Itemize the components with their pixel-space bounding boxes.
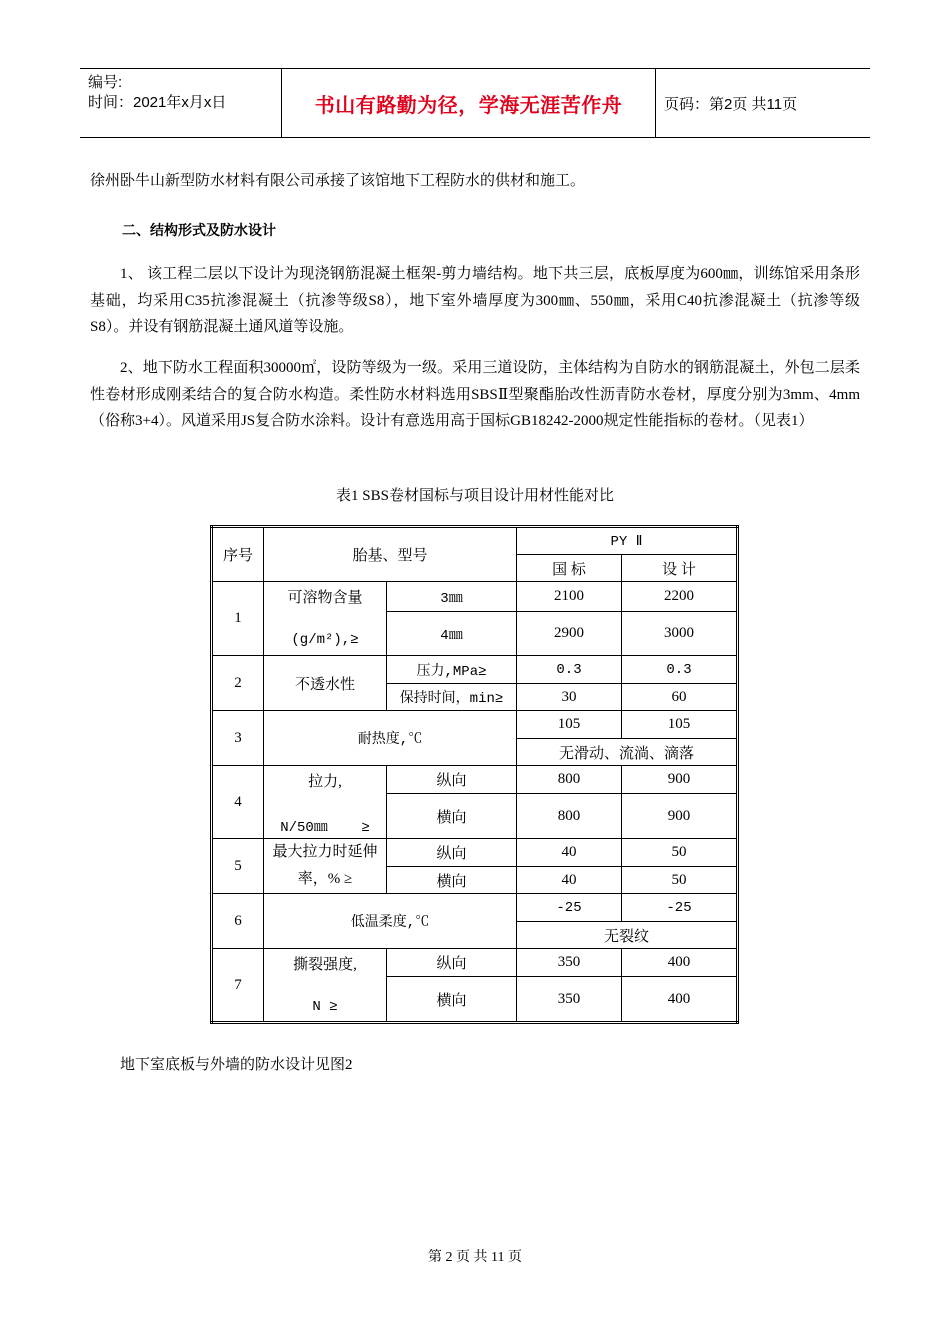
header-design: 设 计 <box>622 555 738 582</box>
cell-design: 3000 <box>622 612 738 656</box>
row-name-bottom: N ≥ <box>312 999 338 1015</box>
row-sub: 纵向 <box>387 839 517 867</box>
cell-design: 60 <box>622 684 738 711</box>
cell-national: 350 <box>517 977 622 1023</box>
row-sub: 纵向 <box>387 766 517 794</box>
section-heading: 二、结构形式及防水设计 <box>122 223 276 239</box>
cell-design: 2200 <box>622 582 738 612</box>
row-name: 不透水性 <box>264 656 387 711</box>
row-name-top: 可溶物含量 <box>287 590 363 606</box>
row-name: 低温柔度,℃ <box>264 894 517 949</box>
header-no: 序号 <box>212 527 264 582</box>
paragraph-after-table: 地下室底板与外墙的防水设计见图2 <box>120 1057 353 1073</box>
paragraph-structure: 1、 该工程二层以下设计为现浇钢筋混凝土框架-剪力墙结构。地下共三层，底板厚度为600㎜，训练馆采用条形基础，均采用C35抗渗混凝土（抗渗等级S8），地下室外墙厚度为300㎜、550㎜，采用C40抗渗混凝土（抗渗等级S8）。并设有钢筋混凝土通风道等设施。 <box>90 266 860 335</box>
row-name: 耐热度,℃ <box>264 711 517 766</box>
paragraph-waterproof: 2、地下防水工程面积30000㎡，设防等级为一级。采用三道设防，主体结构为自防水的钢筋混凝土，外包二层柔性卷材形成刚柔结合的复合防水构造。柔性防水材料选用SBSⅡ型聚酯胎改性沥青防水卷材，厚度分别为3mm、4mm （俗称3+4）。风道采用JS复合防水涂料。设计有意选用高于国标GB18242-2000规定性能指标的卷材。（见表1） <box>90 360 860 429</box>
row-sub: 4㎜ <box>387 612 517 656</box>
cell-national: 2100 <box>517 582 622 612</box>
table-row <box>212 582 738 612</box>
row-sub: 横向 <box>387 794 517 839</box>
cell-national: 30 <box>517 684 622 711</box>
cell-national: 800 <box>517 794 622 839</box>
cell-national: 2900 <box>517 612 622 656</box>
row-name-top: 拉力, <box>308 774 342 790</box>
row-no: 6 <box>212 894 264 949</box>
page-footer: 第 2 页 共 11 页 <box>428 1250 522 1265</box>
document-date: 时间：2021年x月x日 <box>88 94 227 111</box>
row-no: 1 <box>212 582 264 656</box>
row-sub: 3㎜ <box>387 582 517 612</box>
motto: 书山有路勤为径，学海无涯苦作舟 <box>314 92 623 117</box>
page-header <box>80 68 870 138</box>
row-no: 4 <box>212 766 264 839</box>
header-type: 胎基、型号 <box>264 527 517 582</box>
table-row <box>212 949 738 977</box>
header-page-cell <box>656 69 870 137</box>
cell-design: 0.3 <box>622 656 738 684</box>
cell-national: -25 <box>517 894 622 922</box>
row-sub: 保持时间，min≥ <box>387 684 517 711</box>
paragraph-intro: 徐州卧牛山新型防水材料有限公司承接了该馆地下工程防水的供材和施工。 <box>90 173 586 189</box>
table-row <box>212 711 738 739</box>
document-number: 编号: <box>88 74 123 91</box>
cell-design: -25 <box>622 894 738 922</box>
cell-national: 40 <box>517 839 622 867</box>
cell-national: 800 <box>517 766 622 794</box>
row-sub: 压力,MPa≥ <box>387 656 517 684</box>
header-motto-cell <box>281 69 656 137</box>
cell-national: 350 <box>517 949 622 977</box>
sbs-comparison-table <box>210 525 739 1024</box>
row-name <box>264 582 387 656</box>
cell-design: 50 <box>622 867 738 894</box>
row-name-bottom: (g/m²),≥ <box>291 632 359 648</box>
cell-national: 0.3 <box>517 656 622 684</box>
row-no: 3 <box>212 711 264 766</box>
header-meta <box>80 69 281 137</box>
page-info: 页码：第2页 共11页 <box>664 95 798 113</box>
table-row <box>212 894 738 922</box>
row-name-bottom: N/50㎜ ≥ <box>280 820 370 836</box>
cell-design: 105 <box>622 711 738 739</box>
cell-design: 50 <box>622 839 738 867</box>
table-row <box>212 656 738 684</box>
cell-design: 400 <box>622 949 738 977</box>
row-no: 2 <box>212 656 264 711</box>
row-sub: 横向 <box>387 867 517 894</box>
cell-merged: 无滑动、流淌、滴落 <box>517 739 738 766</box>
cell-design: 900 <box>622 794 738 839</box>
row-name <box>264 766 387 839</box>
row-no: 5 <box>212 839 264 894</box>
row-sub: 横向 <box>387 977 517 1023</box>
table-header-row <box>212 527 738 555</box>
row-name-top: 撕裂强度, <box>293 957 357 973</box>
table-row <box>212 766 738 794</box>
row-sub: 纵向 <box>387 949 517 977</box>
header-national: 国 标 <box>517 555 622 582</box>
row-no: 7 <box>212 949 264 1023</box>
cell-national: 105 <box>517 711 622 739</box>
table-caption: 表1 SBS卷材国标与项目设计用材性能对比 <box>336 488 614 504</box>
cell-design: 400 <box>622 977 738 1023</box>
cell-merged: 无裂纹 <box>517 922 738 949</box>
cell-design: 900 <box>622 766 738 794</box>
cell-national: 40 <box>517 867 622 894</box>
header-py: PY Ⅱ <box>517 527 738 555</box>
row-name: 最大拉力时延伸率，% ≥ <box>264 839 387 894</box>
table-row <box>212 839 738 867</box>
row-name <box>264 949 387 1023</box>
